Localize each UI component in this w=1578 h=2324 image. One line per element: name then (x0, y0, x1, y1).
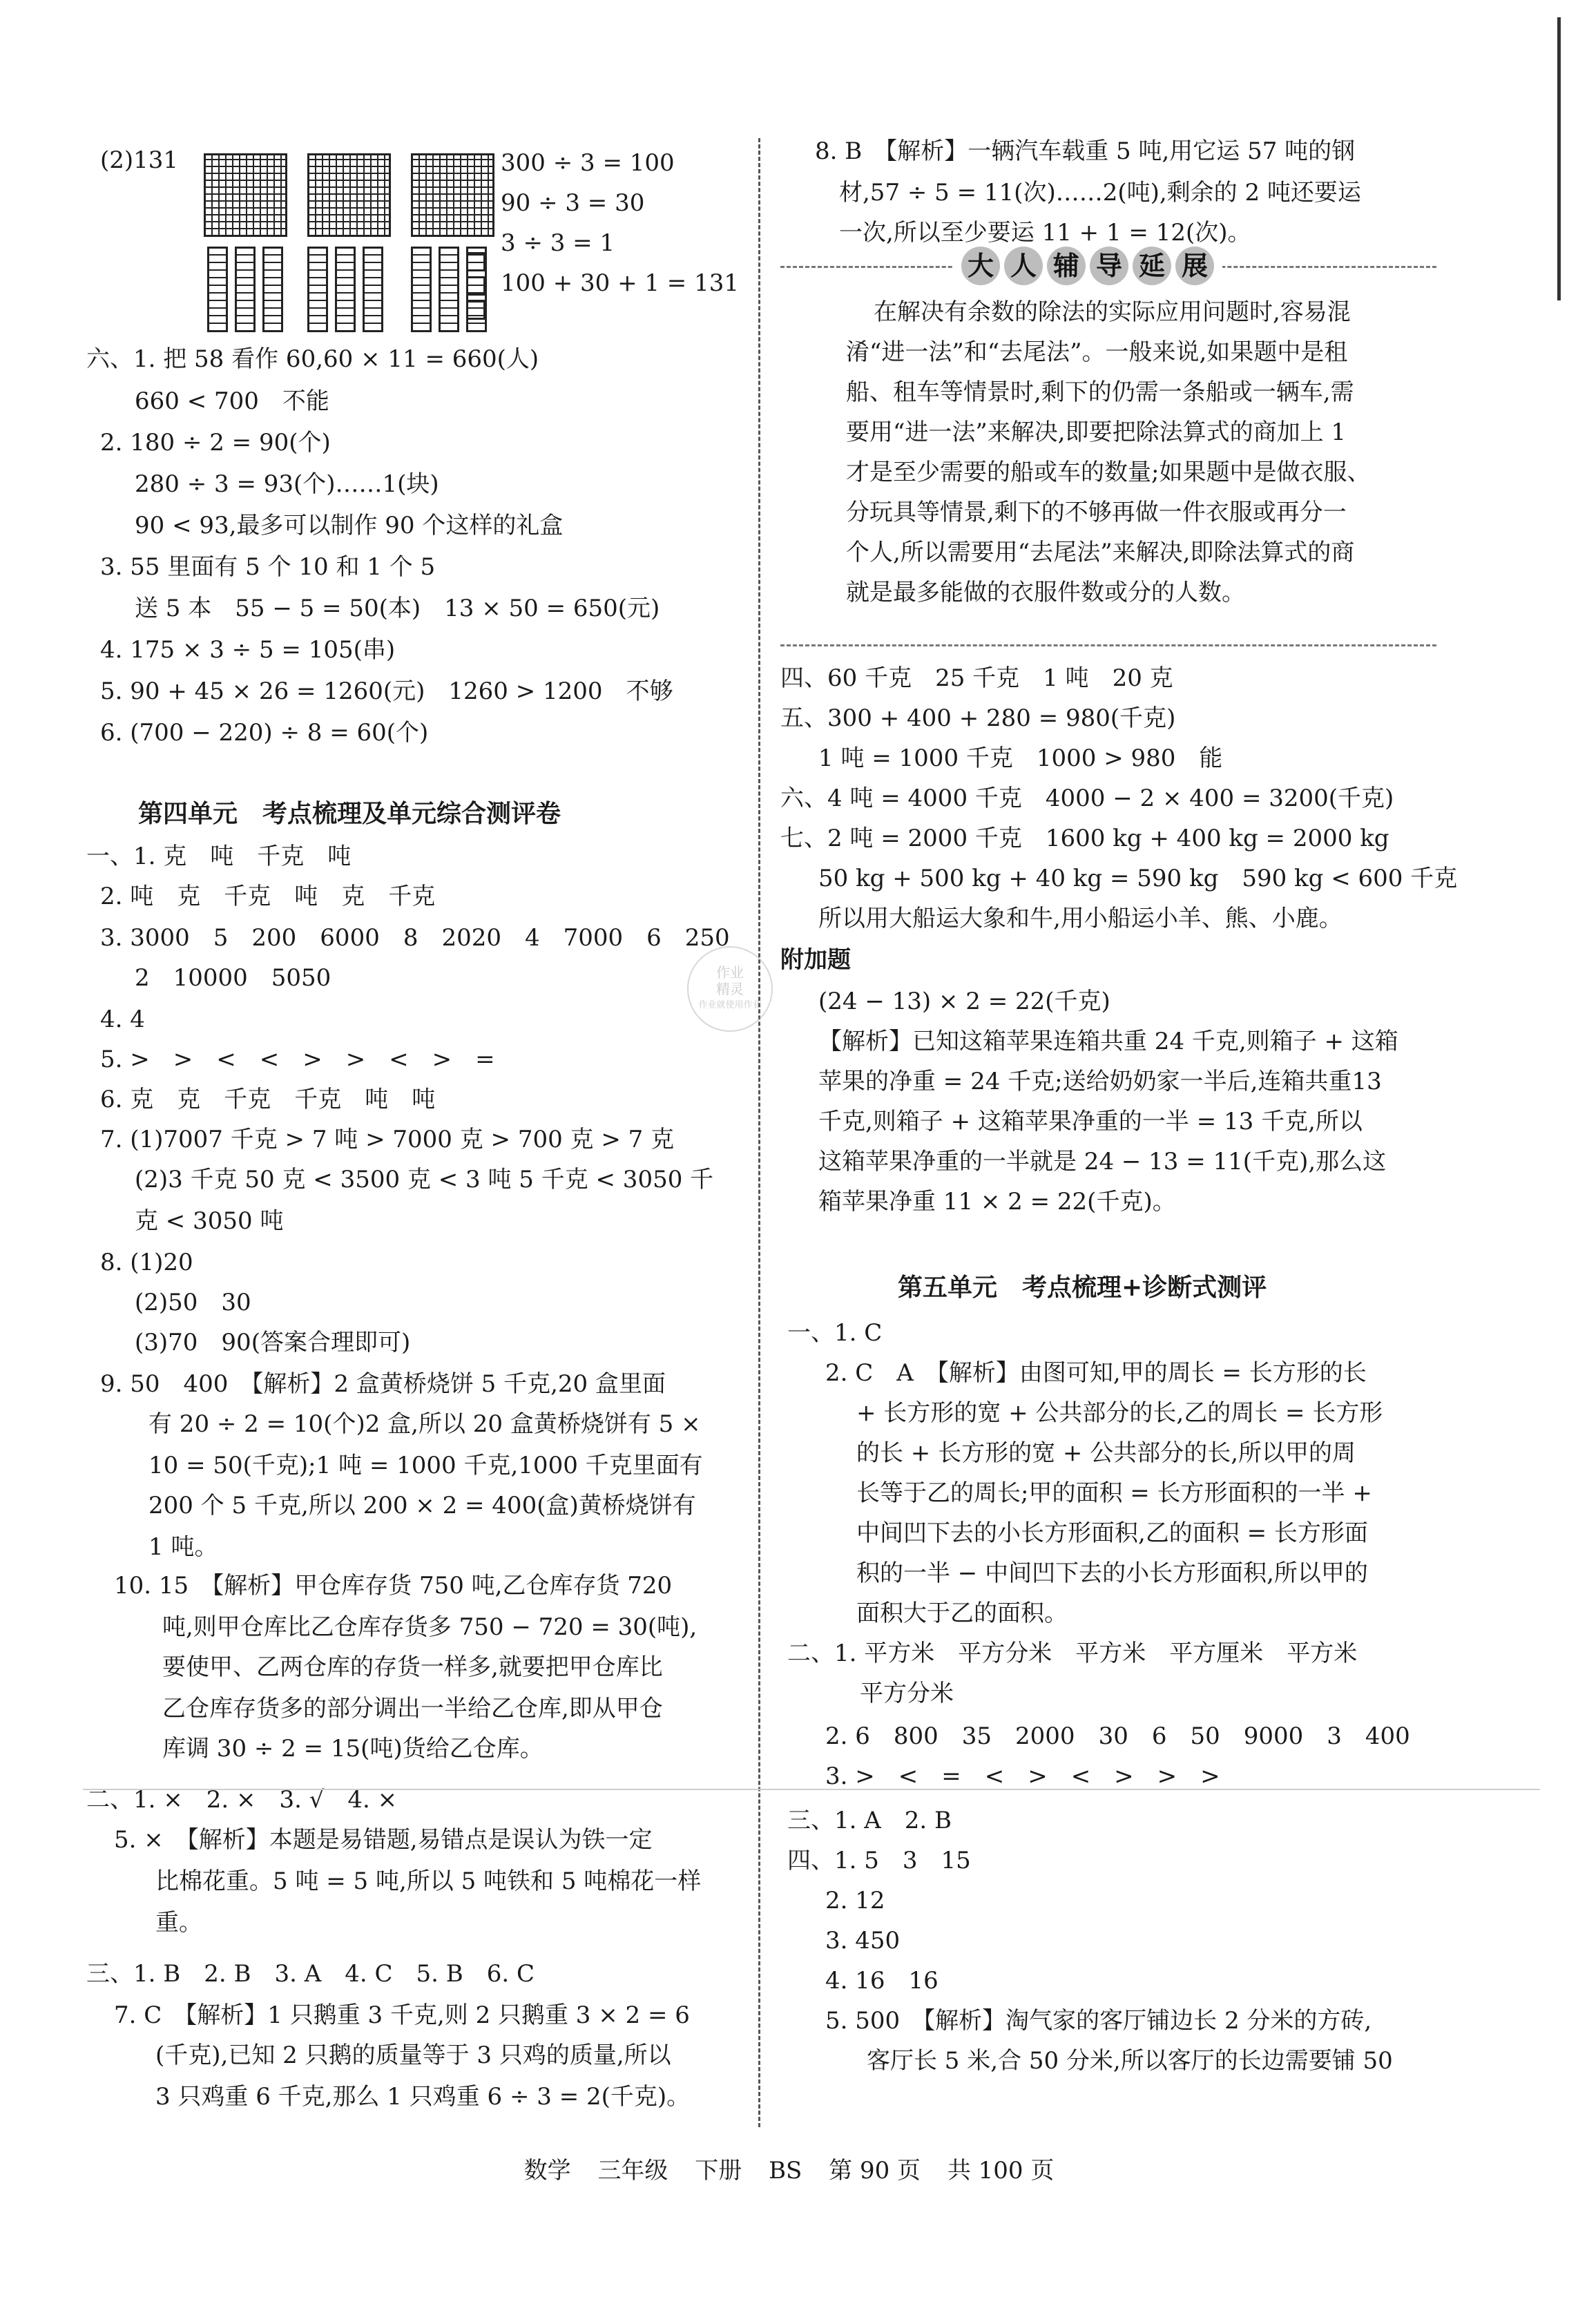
answer-line: 乙仓库存货多的部分调出一半给乙仓库,即从甲仓 (162, 1695, 663, 1722)
answer-line: 中间凹下去的小长方形面积,乙的面积 = 长方形面 (856, 1519, 1368, 1547)
answer-line: 长等于乙的周长;甲的面积 = 长方形面积的一半 + (856, 1479, 1372, 1507)
hundred-block (204, 153, 287, 237)
stamp-text: 精灵 (716, 981, 744, 997)
ten-rod (235, 247, 256, 332)
answer-line: 送 5 本 55 − 5 = 50(本) 13 × 50 = 650(元) (135, 595, 660, 622)
answer-line: 1 吨。 (148, 1533, 218, 1561)
answer-line: (24 − 13) × 2 = 22(千克) (818, 988, 1110, 1015)
answer-line: 8. (1)20 (100, 1249, 193, 1276)
note-line: 个人,所以需要用“去尾法”来解决,即除法算式的商 (846, 539, 1355, 566)
answer-line: 3. > < = < > < > > > (825, 1763, 1220, 1790)
answer-line: 90 < 93,最多可以制作 90 个这样的礼盒 (135, 512, 564, 539)
unit-cube (466, 252, 485, 271)
stamp-text: 作业就使用作业 (698, 1000, 762, 1010)
answer-line: 这箱苹果净重的一半就是 24 − 13 = 11(千克),那么这 (818, 1148, 1387, 1175)
calc-line: 100 + 30 + 1 = 131 (501, 269, 739, 297)
answer-line: 2. 6 800 35 2000 30 6 50 9000 3 400 (825, 1722, 1410, 1750)
watermark-stamp (687, 946, 773, 1032)
answer-line: 3. 3000 5 200 6000 8 2020 4 7000 6 250 (100, 924, 730, 952)
answer-line: 的长 + 长方形的宽 + 公共部分的长,所以甲的周 (856, 1439, 1356, 1467)
bonus-heading: 附加题 (780, 946, 851, 974)
ten-rod (207, 247, 228, 332)
answer-line: 比棉花重。5 吨 = 5 吨,所以 5 吨铁和 5 吨棉花一样 (155, 1867, 702, 1895)
answer-line: + 长方形的宽 + 公共部分的长,乙的周长 = 长方形 (856, 1399, 1383, 1427)
answer-line: 有 20 ÷ 2 = 10(个)2 盒,所以 20 盒黄桥烧饼有 5 × (148, 1410, 701, 1438)
section-heading: 第五单元 考点梳理+诊断式测评 (898, 1273, 1267, 1302)
answer-line: 5. × 【解析】本题是易错题,易错点是误认为铁一定 (114, 1826, 653, 1854)
answer-line: (3)70 90(答案合理即可) (135, 1329, 411, 1356)
page-edge-line (1557, 17, 1561, 300)
answer-line: 4. 175 × 3 ÷ 5 = 105(串) (100, 636, 396, 664)
answer-line: 4. 4 (100, 1006, 145, 1033)
ten-rod (411, 247, 432, 332)
answer-line: 4. 16 16 (825, 1967, 939, 1995)
ten-rod (262, 247, 283, 332)
answer-line: 四、1. 5 3 15 (787, 1847, 971, 1874)
answer-line: 二、1. × 2. × 3. √ 4. × (86, 1786, 398, 1814)
answer-line: 6. 克 克 千克 千克 吨 吨 (100, 1086, 436, 1113)
footer-volume: 下册 (695, 2157, 742, 2184)
section-heading: 第四单元 考点梳理及单元综合测评卷 (138, 799, 561, 828)
answer-line: 千克,则箱子 + 这箱苹果净重的一半 = 13 千克,所以 (818, 1108, 1363, 1135)
answer-line: 2. 180 ÷ 2 = 90(个) (100, 429, 331, 457)
note-line: 船、租车等情景时,剩下的仍需一条船或一辆车,需 (846, 378, 1354, 406)
tutoring-note-title (953, 247, 1222, 285)
answer-line: 50 kg + 500 kg + 40 kg = 590 kg 590 kg < 600 千克 (818, 865, 1458, 892)
answer-line: 200 个 5 千克,所以 200 × 2 = 400(盒)黄桥烧饼有 (148, 1492, 696, 1519)
answer-line: 8. B 【解析】一辆汽车载重 5 吨,用它运 57 吨的钢 (815, 137, 1356, 165)
answer-line: 二、1. 平方米 平方分米 平方米 平方厘米 平方米 (787, 1640, 1358, 1667)
scan-artifact-line (83, 1789, 1540, 1790)
answer-line: 重。 (155, 1909, 202, 1937)
footer-total-pages: 共 100 页 (947, 2157, 1055, 2184)
ten-rod (439, 247, 459, 332)
note-line: 分玩具等情景,剩下的不够再做一件衣服或再分一 (846, 499, 1347, 526)
footer-subject: 数学 (523, 2157, 571, 2184)
answer-line: 3. 450 (825, 1927, 901, 1955)
footer-page-number: 第 90 页 (829, 2157, 921, 2184)
answer-line: 2. 吨 克 千克 吨 克 千克 (100, 883, 436, 910)
answer-line: 一、1. 克 吨 千克 吨 (86, 843, 352, 870)
note-line: 淆“进一法”和“去尾法”。一般来说,如果题中是租 (846, 338, 1348, 366)
answer-line: 3 只鸡重 6 千克,那么 1 只鸡重 6 ÷ 3 = 2(千克)。 (155, 2083, 691, 2111)
answer-line: 三、1. B 2. B 3. A 4. C 5. B 6. C (86, 1960, 535, 1988)
answer-line: 280 ÷ 3 = 93(个)……1(块) (135, 470, 439, 498)
unit-cube (466, 300, 485, 320)
column-divider (758, 138, 760, 2127)
title-char: 延 (1133, 247, 1171, 285)
stamp-text: 作业 (716, 964, 744, 981)
answer-line: 所以用大船运大象和牛,用小船运小羊、熊、小鹿。 (818, 905, 1343, 932)
hundred-block (411, 153, 494, 237)
page-footer (0, 2151, 1578, 2185)
ten-rod (335, 247, 356, 332)
answer-line: 面积大于乙的面积。 (856, 1600, 1068, 1627)
calc-line: 90 ÷ 3 = 30 (501, 189, 645, 217)
answer-line: 要使甲、乙两仓库的存货一样多,就要把甲仓库比 (162, 1653, 663, 1681)
note-line: 才是至少需要的船或车的数量;如果题中是做衣服、 (846, 459, 1371, 486)
answer-line: 5. 90 + 45 × 26 = 1260(元) 1260 > 1200 不够 (100, 678, 673, 705)
answer-line: 10 = 50(千克);1 吨 = 1000 千克,1000 千克里面有 (148, 1452, 703, 1479)
answer-line: 一次,所以至少要运 11 + 1 = 12(次)。 (839, 219, 1251, 247)
answer-line: 一、1. C (787, 1319, 883, 1347)
title-char: 导 (1090, 247, 1128, 285)
answer-line: 5. 500 【解析】淘气家的客厅铺边长 2 分米的方砖, (825, 2007, 1372, 2035)
answer-line: (千克),已知 2 只鹅的质量等于 3 只鸡的质量,所以 (155, 2042, 671, 2069)
answer-line: 六、4 吨 = 4000 千克 4000 − 2 × 400 = 3200(千克) (780, 785, 1394, 812)
answer-line: 三、1. A 2. B (787, 1807, 952, 1834)
answer-line: 10. 15 【解析】甲仓库存货 750 吨,乙仓库存货 720 (114, 1572, 673, 1600)
title-char: 展 (1175, 247, 1214, 285)
answer-line: 五、300 + 400 + 280 = 980(千克) (780, 704, 1176, 732)
answer-line: 3. 55 里面有 5 个 10 和 1 个 5 (100, 553, 436, 581)
answer-line: 客厅长 5 米,合 50 分米,所以客厅的长边需要铺 50 (867, 2047, 1393, 2075)
answer-line: 【解析】已知这箱苹果连箱共重 24 千克,则箱子 + 这箱 (818, 1028, 1398, 1055)
answer-line: 2. 12 (825, 1887, 885, 1914)
title-char: 辅 (1047, 247, 1086, 285)
note-line: 就是最多能做的衣服件数或分的人数。 (846, 579, 1245, 606)
title-char: 大 (961, 247, 1000, 285)
title-char: 人 (1004, 247, 1043, 285)
answer-line: 7. (1)7007 千克 > 7 吨 > 7000 克 > 700 克 > 7 克 (100, 1126, 675, 1153)
answer-line: (2)3 千克 50 克 < 3500 克 < 3 吨 5 千克 < 3050 千 (135, 1166, 714, 1193)
ten-rod (363, 247, 383, 332)
answer-line: 吨,则甲仓库比乙仓库存货多 750 − 720 = 30(吨), (162, 1613, 697, 1641)
answer-line: 5. > > < < > > < > = (100, 1046, 495, 1073)
answer-line: 6. (700 − 220) ÷ 8 = 60(个) (100, 719, 429, 747)
note-line: 在解决有余数的除法的实际应用问题时,容易混 (874, 298, 1351, 326)
answer-line: 2 10000 5050 (135, 964, 331, 992)
answer-line: 平方分米 (860, 1680, 954, 1707)
answer-line: 四、60 千克 25 千克 1 吨 20 克 (780, 664, 1173, 692)
answer-line: 2. C A 【解析】由图可知,甲的周长 = 长方形的长 (825, 1359, 1367, 1387)
answer-line: 1 吨 = 1000 千克 1000 > 980 能 (818, 745, 1223, 772)
answer-line: 七、2 吨 = 2000 千克 1600 kg + 400 kg = 2000 kg (780, 825, 1389, 852)
hundred-block (307, 153, 391, 237)
calc-line: 300 ÷ 3 = 100 (501, 149, 675, 177)
footer-grade: 三年级 (597, 2157, 668, 2184)
answer-line: 7. C 【解析】1 只鹅重 3 千克,则 2 只鹅重 3 × 2 = 6 (114, 2001, 690, 2029)
answer-line: 660 < 700 不能 (135, 387, 329, 415)
answer-line: 库调 30 ÷ 2 = 15(吨)货给乙仓库。 (162, 1735, 543, 1763)
calc-line: 3 ÷ 3 = 1 (501, 229, 615, 257)
note-line: 要用“进一法”来解决,即要把除法算式的商加上 1 (846, 419, 1347, 446)
unit-cube (466, 276, 485, 296)
answer-line: (2)131 (100, 146, 179, 174)
answer-line: 六、1. 把 58 看作 60,60 × 11 = 660(人) (86, 345, 539, 373)
answer-line: 材,57 ÷ 5 = 11(次)……2(吨),剩余的 2 吨还要运 (839, 179, 1361, 207)
answer-line: (2)50 30 (135, 1289, 251, 1316)
answer-line: 苹果的净重 = 24 千克;送给奶奶家一半后,连箱共重13 (818, 1068, 1382, 1095)
answer-line: 9. 50 400 【解析】2 盒黄桥烧饼 5 千克,20 盒里面 (100, 1370, 666, 1398)
footer-edition: BS (769, 2157, 802, 2184)
ten-rod (307, 247, 328, 332)
answer-line: 克 < 3050 吨 (135, 1207, 284, 1235)
answer-line: 箱苹果净重 11 × 2 = 22(千克)。 (818, 1188, 1176, 1216)
answer-line: 积的一半 − 中间凹下去的小长方形面积,所以甲的 (856, 1559, 1368, 1587)
